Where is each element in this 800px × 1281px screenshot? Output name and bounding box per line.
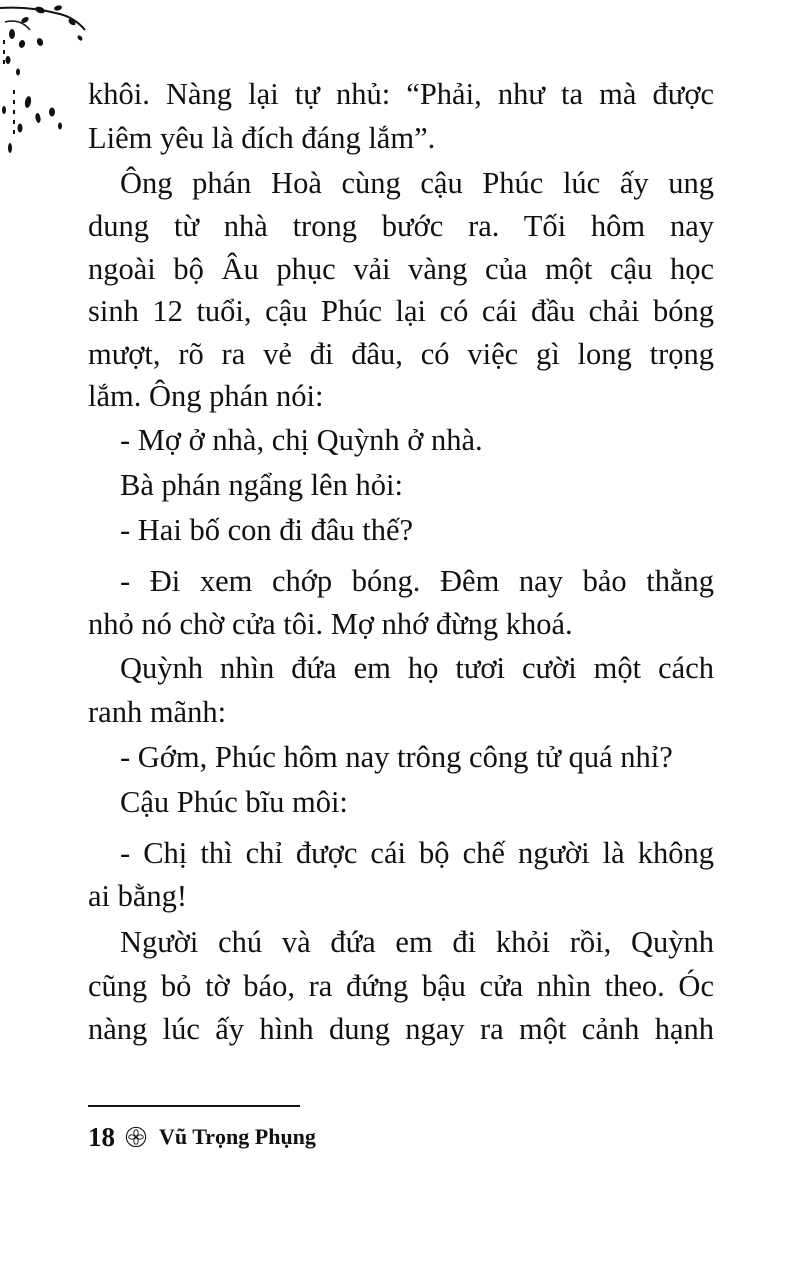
- text-line: ngoài bộ Âu phục vải vàng của một cậu học: [88, 252, 714, 286]
- text-line: nàng lúc ấy hình dung ngay ra một cảnh hạnh: [88, 1012, 714, 1046]
- page-footer: [88, 1119, 316, 1155]
- text-line: dung từ nhà trong bước ra. Tối hôm nay: [88, 209, 714, 243]
- text-line: Quỳnh nhìn đứa em họ tươi cười một cách: [120, 651, 714, 685]
- text-line: mượt, rõ ra vẻ đi đâu, có việc gì long trọng: [88, 337, 714, 371]
- text-line: Người chú và đứa em đi khỏi rồi, Quỳnh: [120, 925, 714, 959]
- text-line: ranh mãnh:: [88, 695, 227, 729]
- branch-ornament: [0, 0, 100, 170]
- text-line: - Hai bố con đi đâu thế?: [120, 513, 414, 547]
- text-line: - Chị thì chỉ được cái bộ chế người là không: [120, 836, 714, 870]
- text-line: ai bằng!: [88, 879, 188, 913]
- text-line: Liêm yêu là đích đáng lắm”.: [88, 121, 436, 155]
- text-line: sinh 12 tuổi, cậu Phúc lại có cái đầu chải bóng: [88, 294, 714, 328]
- text-line: - Gớm, Phúc hôm nay trông công tử quá nhỉ?: [120, 740, 673, 774]
- text-line: Ông phán Hoà cùng cậu Phúc lúc ấy ung: [120, 166, 714, 200]
- text-line: cũng bỏ tờ báo, ra đứng bậu cửa nhìn theo. Óc: [88, 969, 714, 1003]
- text-line: - Mợ ở nhà, chị Quỳnh ở nhà.: [120, 423, 483, 457]
- footer-rule: [88, 1105, 300, 1107]
- page-number: 18: [88, 1121, 115, 1152]
- text-line: khôi. Nàng lại tự nhủ: “Phải, như ta mà được: [88, 77, 714, 111]
- text-line: nhỏ nó chờ cửa tôi. Mợ nhớ đừng khoá.: [88, 607, 573, 641]
- text-line: Bà phán ngẩng lên hỏi:: [120, 468, 403, 502]
- author-name: Vũ Trọng Phụng: [159, 1124, 316, 1149]
- text-line: Cậu Phúc bĩu môi:: [120, 785, 348, 819]
- flower-icon: [125, 1126, 147, 1148]
- text-line: - Đi xem chớp bóng. Đêm nay bảo thằng: [120, 564, 714, 598]
- text-line: lắm. Ông phán nói:: [88, 379, 324, 413]
